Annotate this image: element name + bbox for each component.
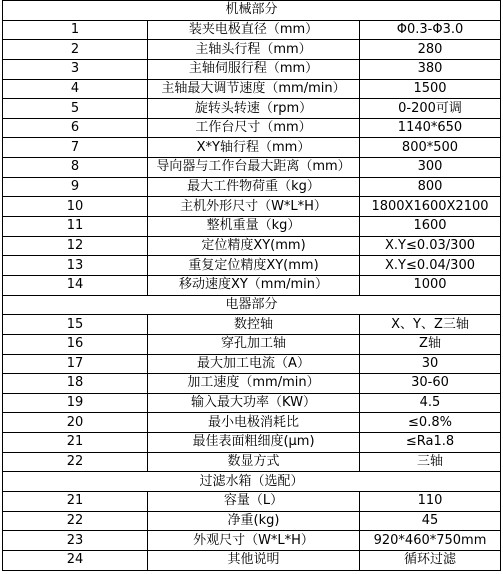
row-number: 14 bbox=[3, 275, 148, 295]
spec-value: 920*460*750mm bbox=[360, 531, 501, 551]
spec-value: ≤Ra1.8 bbox=[360, 433, 501, 453]
spec-name: 净重(kg) bbox=[148, 511, 360, 531]
spec-name: X*Y轴行程（mm） bbox=[148, 138, 360, 158]
spec-name: 整机重量（kg） bbox=[148, 217, 360, 237]
row-number: 8 bbox=[3, 158, 148, 178]
table-row bbox=[3, 433, 501, 453]
table-row bbox=[3, 59, 501, 79]
spec-name: 主轴最大调节速度（mm/min） bbox=[148, 79, 360, 99]
row-number: 11 bbox=[3, 217, 148, 237]
section-title: 过滤水箱（选配） bbox=[3, 472, 501, 492]
row-number: 4 bbox=[3, 79, 148, 99]
spec-name: 导向器与工作台最大距离（mm） bbox=[148, 158, 360, 178]
spec-name: 重复定位精度XY(mm) bbox=[148, 256, 360, 276]
spec-name: 输入最大功率（KW） bbox=[148, 393, 360, 413]
spec-name: 最佳表面粗细度(μm) bbox=[148, 433, 360, 453]
table-row bbox=[3, 236, 501, 256]
spec-name: 外观尺寸（W*L*H） bbox=[148, 531, 360, 551]
spec-value: Φ0.3-Φ3.0 bbox=[360, 20, 501, 40]
table-row bbox=[3, 452, 501, 472]
row-number: 22 bbox=[3, 511, 148, 531]
spec-value: 1600 bbox=[360, 217, 501, 237]
spec-value: Z轴 bbox=[360, 334, 501, 354]
spec-table-body bbox=[3, 1, 501, 571]
table-row bbox=[3, 511, 501, 531]
spec-name: 加工速度（mm/min） bbox=[148, 374, 360, 394]
row-number: 13 bbox=[3, 256, 148, 276]
table-row bbox=[3, 374, 501, 394]
row-number: 17 bbox=[3, 354, 148, 374]
table-row bbox=[3, 197, 501, 217]
spec-value: 三轴 bbox=[360, 452, 501, 472]
row-number: 6 bbox=[3, 118, 148, 138]
spec-value: 4.5 bbox=[360, 393, 501, 413]
spec-value: 0-200可调 bbox=[360, 99, 501, 119]
row-number: 21 bbox=[3, 492, 148, 512]
row-number: 21 bbox=[3, 433, 148, 453]
spec-name: 容量（L） bbox=[148, 492, 360, 512]
spec-name: 定位精度XY(mm) bbox=[148, 236, 360, 256]
spec-name: 主机外形尺寸（W*L*H） bbox=[148, 197, 360, 217]
row-number: 5 bbox=[3, 99, 148, 119]
spec-name: 工作台尺寸（mm） bbox=[148, 118, 360, 138]
spec-name: 主轴头行程（mm） bbox=[148, 40, 360, 60]
table-row bbox=[3, 413, 501, 433]
spec-value: 1500 bbox=[360, 79, 501, 99]
row-number: 15 bbox=[3, 315, 148, 335]
table-row bbox=[3, 177, 501, 197]
row-number: 18 bbox=[3, 374, 148, 394]
spec-name: 其他说明 bbox=[148, 550, 360, 570]
spec-value: 280 bbox=[360, 40, 501, 60]
spec-value: 800*500 bbox=[360, 138, 501, 158]
table-row bbox=[3, 315, 501, 335]
spec-name: 数控轴 bbox=[148, 315, 360, 335]
row-number: 19 bbox=[3, 393, 148, 413]
spec-value: 110 bbox=[360, 492, 501, 512]
spec-value: 380 bbox=[360, 59, 501, 79]
spec-name: 最小电极消耗比 bbox=[148, 413, 360, 433]
table-row bbox=[3, 79, 501, 99]
spec-value: X.Y≤0.03/300 bbox=[360, 236, 501, 256]
spec-name: 旋转头转速（rpm） bbox=[148, 99, 360, 119]
table-row bbox=[3, 99, 501, 119]
spec-value: 300 bbox=[360, 158, 501, 178]
table-row bbox=[3, 40, 501, 60]
section-header-row bbox=[3, 1, 501, 21]
table-row bbox=[3, 334, 501, 354]
table-row bbox=[3, 118, 501, 138]
spec-name: 装夹电极直径（mm） bbox=[148, 20, 360, 40]
row-number: 9 bbox=[3, 177, 148, 197]
row-number: 10 bbox=[3, 197, 148, 217]
spec-value: X.Y≤0.04/300 bbox=[360, 256, 501, 276]
spec-value: 45 bbox=[360, 511, 501, 531]
spec-value: 1800X1600X2100 bbox=[360, 197, 501, 217]
row-number: 3 bbox=[3, 59, 148, 79]
spec-name: 主轴伺服行程（mm） bbox=[148, 59, 360, 79]
spec-table bbox=[2, 0, 501, 571]
table-row bbox=[3, 275, 501, 295]
spec-value: X、Y、Z三轴 bbox=[360, 315, 501, 335]
spec-value: 循环过滤 bbox=[360, 550, 501, 570]
section-header-row bbox=[3, 295, 501, 315]
table-row bbox=[3, 531, 501, 551]
row-number: 22 bbox=[3, 452, 148, 472]
table-row bbox=[3, 393, 501, 413]
table-row bbox=[3, 138, 501, 158]
spec-value: 1000 bbox=[360, 275, 501, 295]
table-row bbox=[3, 550, 501, 570]
spec-name: 数显方式 bbox=[148, 452, 360, 472]
spec-name: 穿孔加工轴 bbox=[148, 334, 360, 354]
spec-value: 30 bbox=[360, 354, 501, 374]
spec-value: 30-60 bbox=[360, 374, 501, 394]
table-row bbox=[3, 256, 501, 276]
row-number: 23 bbox=[3, 531, 148, 551]
row-number: 24 bbox=[3, 550, 148, 570]
table-row bbox=[3, 354, 501, 374]
row-number: 2 bbox=[3, 40, 148, 60]
row-number: 16 bbox=[3, 334, 148, 354]
spec-value: 800 bbox=[360, 177, 501, 197]
row-number: 20 bbox=[3, 413, 148, 433]
section-header-row bbox=[3, 472, 501, 492]
section-title: 电器部分 bbox=[3, 295, 501, 315]
table-row bbox=[3, 492, 501, 512]
row-number: 1 bbox=[3, 20, 148, 40]
row-number: 12 bbox=[3, 236, 148, 256]
spec-value: ≤0.8% bbox=[360, 413, 501, 433]
spec-name: 最大工件物荷重（kg） bbox=[148, 177, 360, 197]
spec-name: 最大加工电流（A） bbox=[148, 354, 360, 374]
spec-value: 1140*650 bbox=[360, 118, 501, 138]
row-number: 7 bbox=[3, 138, 148, 158]
spec-name: 移动速度XY（mm/min） bbox=[148, 275, 360, 295]
section-title: 机械部分 bbox=[3, 1, 501, 21]
table-row bbox=[3, 217, 501, 237]
table-row bbox=[3, 20, 501, 40]
table-row bbox=[3, 158, 501, 178]
